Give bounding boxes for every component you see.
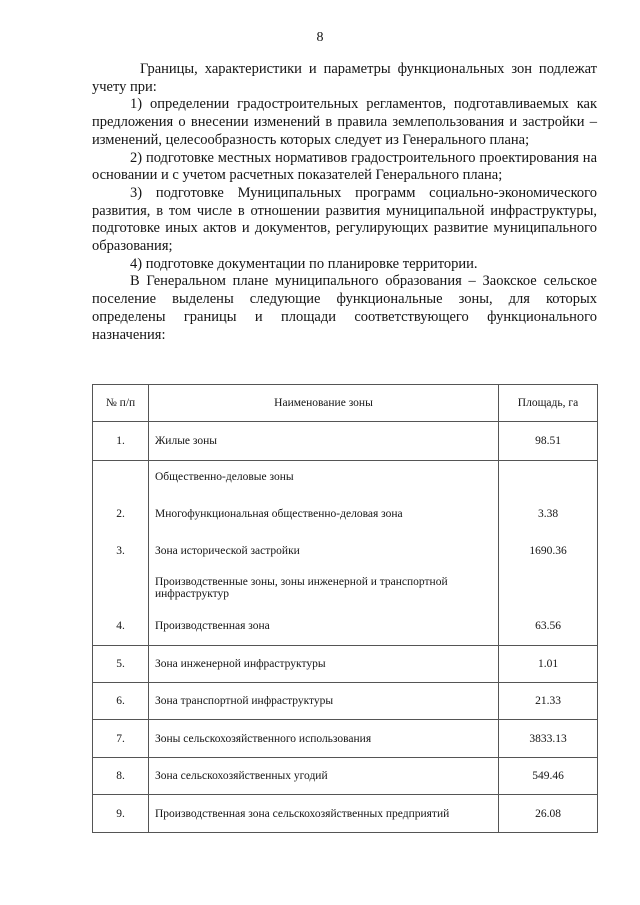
paragraph-item-4: 4) подготовке документации по планировке территории. (130, 255, 478, 272)
header-area: Площадь, га (499, 385, 598, 422)
table-row (93, 720, 598, 758)
row-num: 5. (93, 646, 149, 683)
row-name: Зона сельскохозяйственных угодий (149, 758, 499, 795)
row-area: 3833.13 (499, 720, 598, 758)
paragraph-item-2: 2) подготовке местных нормативов градостроительного проектирования на основании и с учетом расчетных показателей Генерального плана; (92, 149, 597, 184)
zones-table (92, 384, 598, 833)
header-num: № п/п (93, 385, 149, 422)
row-name: Жилые зоны (149, 422, 499, 461)
row-num: 8. (93, 758, 149, 795)
row-name: Зоны сельскохозяйственного использования (149, 720, 499, 758)
table-row (93, 795, 598, 833)
paragraph-item-3: 3) подготовке Муниципальных программ социально-экономического развития, в том числе в отношении развития муниципальной инфраструктуры, подготовке иных актов и документов, регулирующих развитие муниципального образования; (92, 184, 597, 255)
row-num: 9. (93, 795, 149, 833)
row-num: 7. (93, 720, 149, 758)
row-num: 6. (93, 683, 149, 720)
group-public-label: Общественно-деловые зоны (149, 461, 499, 494)
table-row (93, 534, 598, 568)
table-row (93, 758, 598, 795)
row-area: 63.56 (499, 608, 598, 646)
row-name: Производственная зона (149, 608, 499, 646)
row-area: 1690.36 (499, 534, 598, 568)
body-text (92, 61, 597, 344)
row-num: 3. (93, 534, 149, 568)
row-area: 21.33 (499, 683, 598, 720)
table-row (93, 422, 598, 461)
table-row (93, 683, 598, 720)
table-group-row (93, 461, 598, 494)
paragraph-zones-intro: В Генеральном плане муниципального образования – Заокское сельское поселение выделены следующие функциональные зоны, для которых определены границы и площади соответствующего функционального назначения: (92, 273, 597, 343)
row-name: Производственная зона сельскохозяйственных предприятий (149, 795, 499, 833)
row-area: 1.01 (499, 646, 598, 683)
table-row (93, 494, 598, 534)
row-area: 26.08 (499, 795, 598, 833)
paragraph-item-1: 1) определении градостроительных регламентов, подготавливаемых как предложения о внесении изменений в правила землепользования и застройки – изменений, целесообразность которых следует из Генерального плана; (92, 96, 597, 148)
row-name: Зона транспортной инфраструктуры (149, 683, 499, 720)
row-area: 98.51 (499, 422, 598, 461)
group-industrial-label: Производственные зоны, зоны инженерной и транспортной инфраструктур (149, 568, 499, 608)
table-row (93, 608, 598, 646)
row-name: Зона инженерной инфраструктуры (149, 646, 499, 683)
row-area: 3.38 (499, 494, 598, 534)
row-name: Зона исторической застройки (149, 534, 499, 568)
row-num: 1. (93, 422, 149, 461)
page-number: 8 (316, 30, 324, 45)
table-row (93, 646, 598, 683)
paragraph-intro: Границы, характеристики и параметры функциональных зон подлежат учету при: (92, 61, 597, 95)
table-header-row (93, 385, 598, 422)
table-group-row (93, 568, 598, 608)
row-name: Многофункциональная общественно-деловая зона (149, 494, 499, 534)
row-num: 4. (93, 608, 149, 646)
header-name: Наименование зоны (149, 385, 499, 422)
row-num: 2. (93, 494, 149, 534)
row-area: 549.46 (499, 758, 598, 795)
